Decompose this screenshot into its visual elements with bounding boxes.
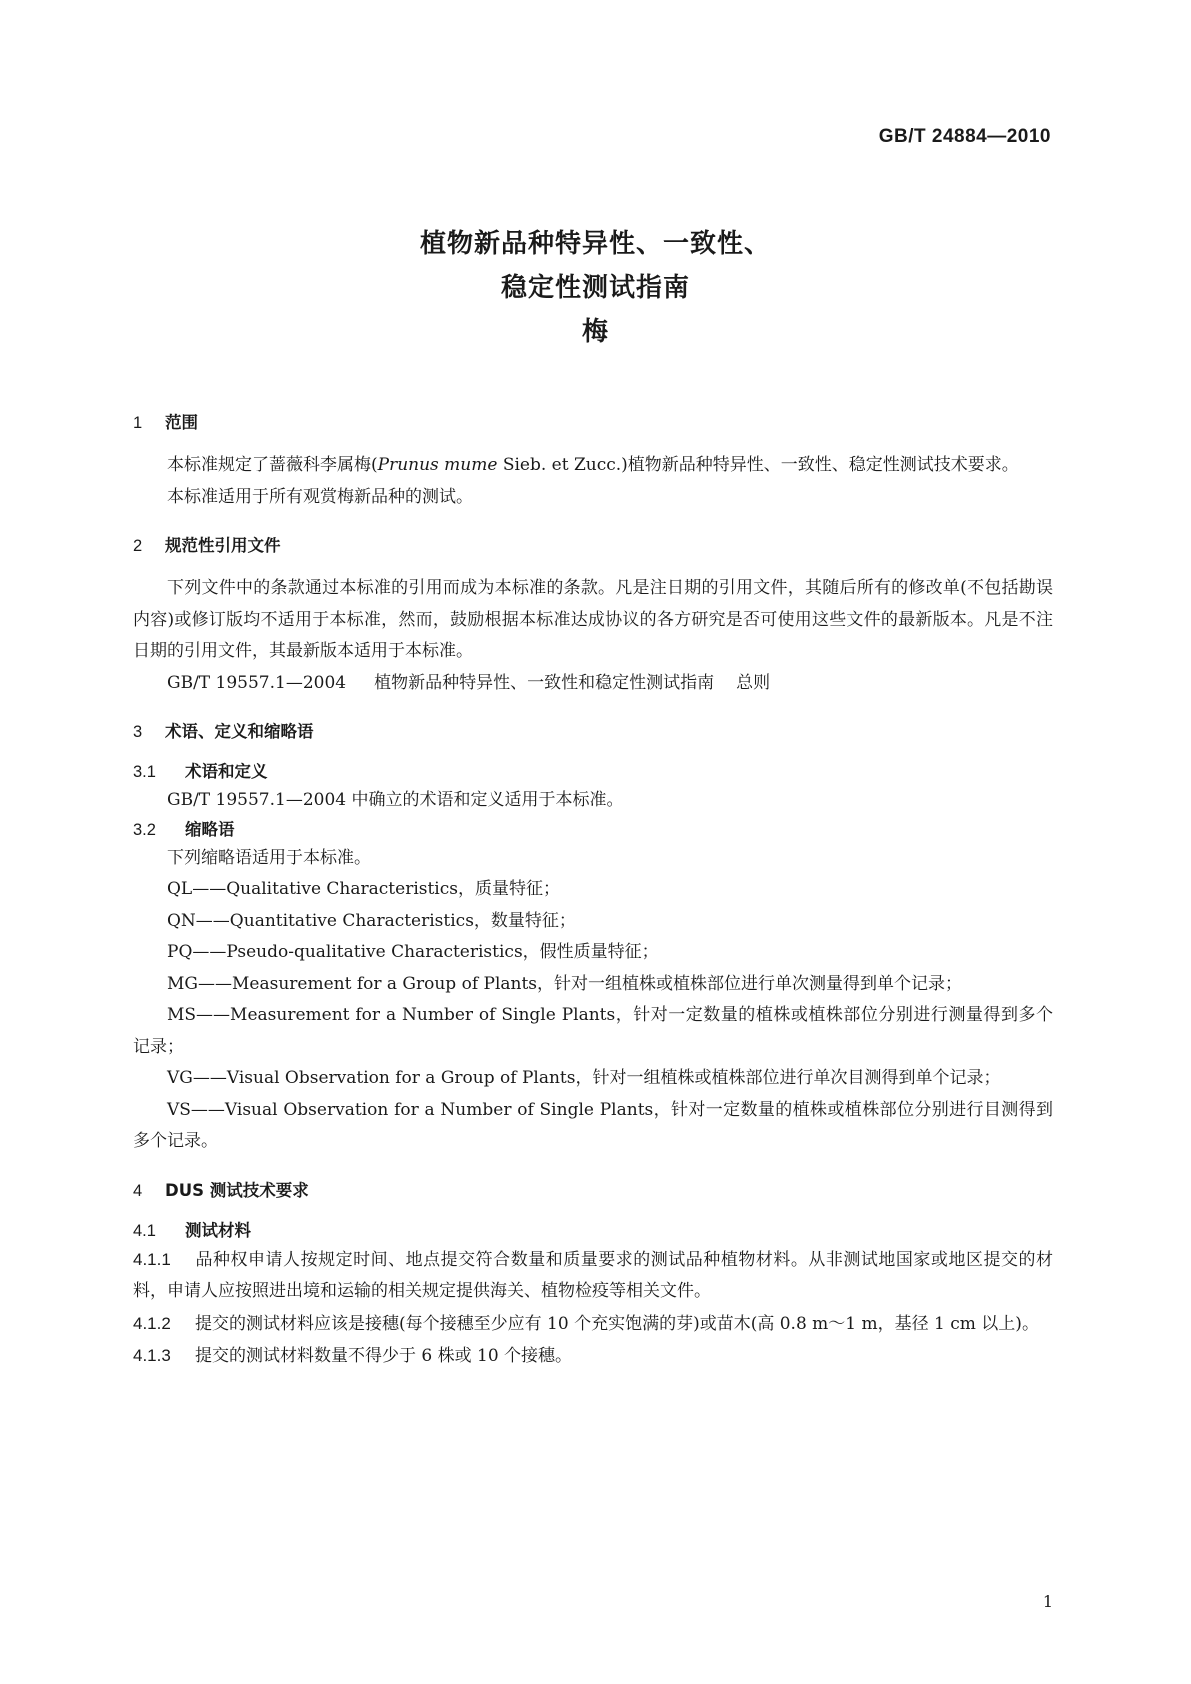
text-span: 本标准规定了蔷薇科李属梅(: [167, 455, 378, 475]
abbreviation-item: MG——Measurement for a Group of Plants，针对一组植株或植株部位进行单次测量得到单个记录；: [167, 973, 963, 994]
terms-definitions-paragraph: GB/T 19557.1—2004 中确立的术语和定义适用于本标准。: [167, 790, 624, 810]
section-number: 2: [133, 537, 143, 555]
title-line-1: 植物新品种特异性、一致性、: [419, 229, 771, 259]
clause-number: 4.1.2: [133, 1313, 171, 1333]
standard-number: GB/T 24884—2010: [878, 126, 1051, 147]
section-title: 术语和定义: [185, 762, 268, 781]
reference-code: GB/T 19557.1—2004: [167, 672, 347, 693]
section-title: 范围: [165, 413, 198, 432]
section-number: 4: [133, 1181, 143, 1200]
abbreviation-item: PQ——Pseudo-qualitative Characteristics，假性质量特征；: [167, 942, 659, 962]
clause-text: 品种权申请人按规定时间、地点提交符合数量和质量要求的测试品种植物材料。从非测试地国家或地区提交的材料，申请人应按照进出境和运输的相关规定提供海关、植物检疫等相关文件。: [133, 1249, 1053, 1301]
abbreviation-item: MS——Measurement for a Number of Single Plants，针对一定数量的植株或植株部位分别进行测量得到多个记录；: [133, 1005, 1053, 1057]
section-number: 3.2: [133, 820, 156, 839]
section-title: 测试材料: [185, 1220, 251, 1240]
page-number: 1: [1042, 1592, 1053, 1611]
abbreviation-item: QN——Quantitative Characteristics，数量特征；: [167, 910, 576, 931]
section-3-2-heading: [133, 817, 1053, 843]
section-3-heading: [133, 719, 1053, 745]
reference-title: 植物新品种特异性、一致性和稳定性测试指南: [374, 672, 715, 693]
title-line-3: 梅: [581, 317, 609, 347]
section-title: DUS 测试技术要求: [165, 1180, 309, 1200]
latin-name: Prunus mume: [377, 455, 498, 475]
section-title: 缩略语: [185, 819, 235, 839]
normative-references-paragraph: 下列文件中的条款通过本标准的引用而成为本标准的条款。凡是注日期的引用文件，其随后所有的修改单(不包括勘误内容)或修订版均不适用于本标准，然而，鼓励根据本标准达成协议的各方研究是否可使用这些文件的最新版本。凡是不注日期的引用文件，其最新版本适用于本标准。: [133, 578, 1053, 661]
clause-number: 4.1.1: [133, 1249, 171, 1269]
clause-4-1-3: [133, 1340, 1053, 1373]
section-number: 4.1: [133, 1221, 156, 1240]
section-3-1-heading: [133, 759, 1053, 785]
document-title: [0, 222, 1191, 354]
abbreviation-item: VG——Visual Observation for a Group of Plants，针对一组植株或植株部位进行单次目测得到单个记录；: [167, 1068, 1001, 1088]
scope-paragraph-2: 本标准适用于所有观赏梅新品种的测试。: [167, 486, 473, 507]
section-number: 3.1: [133, 763, 156, 781]
text-span: Sieb. et Zucc.)植物新品种特异性、一致性、稳定性测试技术要求。: [497, 455, 1019, 475]
reference-subtitle: 总则: [736, 672, 771, 693]
section-number: 1: [133, 414, 143, 432]
clause-text: 提交的测试材料数量不得少于 6 株或 10 个接穗。: [195, 1346, 573, 1366]
abbreviation-item: VS——Visual Observation for a Number of Single Plants，针对一定数量的植株或植株部位分别进行目测得到多个记录。: [133, 1099, 1053, 1151]
section-number: 3: [133, 723, 143, 741]
clause-text: 提交的测试材料应该是接穗(每个接穗至少应有 10 个充实饱满的芽)或苗木(高 0.8 m～1 m，基径 1 cm 以上)。: [195, 1313, 1039, 1334]
section-4-heading: [133, 1178, 1053, 1204]
section-title: 术语、定义和缩略语: [165, 722, 314, 741]
abbreviation-item: QL——Qualitative Characteristics，质量特征；: [167, 879, 560, 899]
section-4-1-heading: [133, 1218, 1053, 1244]
section-2-heading: [133, 533, 1053, 559]
clause-number: 4.1.3: [133, 1346, 171, 1365]
scope-paragraph-1: [133, 450, 1053, 482]
section-title: 规范性引用文件: [165, 536, 281, 555]
title-line-2: 稳定性测试指南: [500, 273, 690, 303]
document-body: [133, 410, 1053, 1373]
section-1-heading: [133, 410, 1053, 436]
clause-4-1-1: [133, 1244, 1053, 1308]
reference-entry: [133, 668, 1053, 700]
clause-4-1-2: [133, 1308, 1053, 1341]
abbreviations-intro: 下列缩略语适用于本标准。: [167, 847, 371, 868]
